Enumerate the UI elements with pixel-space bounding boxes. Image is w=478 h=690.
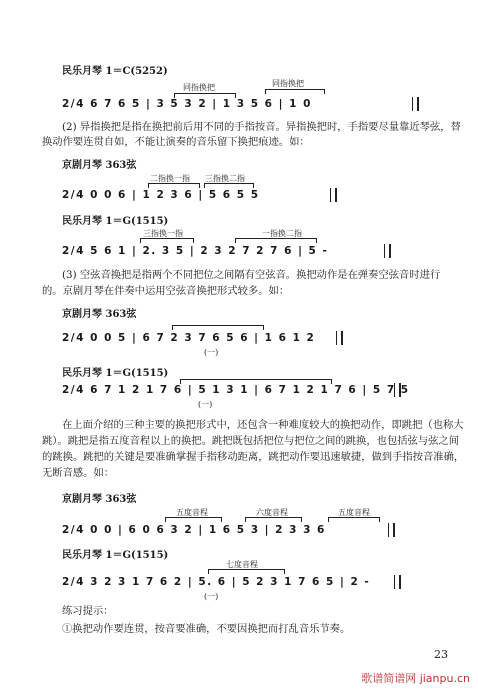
ex3-bracket-1 bbox=[140, 238, 194, 243]
tips-item-1: ①换把动作要连贯，按音要准确，不要因换把而打乱音乐节奏。 bbox=[62, 623, 351, 635]
ex7-score: 2/4 3 2 3 1 7 6 2 | 5. 6 | 5 2 3 1 7 6 5 | 2 - bbox=[62, 576, 371, 588]
ex1-annotation-1: 同指换把 bbox=[183, 83, 215, 92]
ex4-score: 2/4 0 0 5 | 6 7 2 3 7 6 5 6 | 1 6 1 2 bbox=[62, 332, 316, 344]
ex2-annotation-1: 二指换一指 bbox=[150, 174, 190, 183]
page-number: 23 bbox=[434, 648, 448, 661]
ex1-score: 2/4 6 7 6 5 | 3 5 3 2 | 1 3 5 6 | 1 0 bbox=[62, 98, 312, 110]
ex2-annotation-2: 三指换二指 bbox=[205, 174, 245, 183]
ex7-annotation-1: 七度音程 bbox=[226, 560, 258, 569]
ex6-annotation-3: 五度音程 bbox=[338, 508, 370, 517]
para3-line1: 在上面介绍的三种主要的换把形式中，还包含一种难度较大的换把动作，即跳把（也称大 bbox=[62, 419, 464, 431]
ex2-bracket-1 bbox=[148, 183, 200, 188]
ex5-position-mark: (一) bbox=[198, 400, 213, 409]
tips-title: 练习提示： bbox=[62, 605, 114, 617]
ex3-annotation-2: 一指换二指 bbox=[262, 229, 302, 238]
ex5-score: 2/4 6 7 1 2 1 7 6 | 5 1 3 1 | 6 7 1 2 1 7 6 | 5 7 5 bbox=[62, 384, 410, 396]
ex2-score: 2/4 0 0 6 | 1 2 3 6 | 5 6 5 5 bbox=[62, 189, 260, 201]
para3-line2: 跳）。跳把是指五度音程以上的换把。跳把既包括把位与把位之间的跳换，也包括弦与弦之间 bbox=[42, 435, 460, 447]
ex3-score: 2/4 5 6 1 | 2. 3 5 | 2 3 2 7 2 7 6 | 5 - bbox=[62, 245, 329, 257]
ex6-bracket-1 bbox=[165, 517, 222, 522]
ex7-end-barline bbox=[394, 575, 401, 589]
ex4-label: 京剧月琴 363弦 bbox=[62, 309, 137, 320]
ex6-annotation-1: 五度音程 bbox=[176, 508, 208, 517]
ex7-position-mark: (一) bbox=[204, 592, 219, 601]
para1-line2: 换动作要连贯自如，不能让演奏的音乐留下换把痕迹。如： bbox=[42, 136, 310, 148]
ex6-annotation-2: 六度音程 bbox=[256, 508, 288, 517]
ex5-label: 民乐月琴 1＝G(1515) bbox=[62, 368, 169, 379]
ex1-annotation-2: 同指换把 bbox=[272, 79, 304, 88]
ex4-end-barline bbox=[336, 331, 343, 345]
ex1-end-barline bbox=[412, 97, 419, 111]
para2-line2: 的。京剧月琴在伴奏中运用空弦音换把形式较多。如： bbox=[42, 285, 290, 297]
ex1-label: 民乐月琴 1＝C(5252) bbox=[62, 66, 168, 77]
ex3-end-barline bbox=[384, 244, 391, 258]
para1-line1: (2) 异指换把是指在换把前后用不同的手指按音。异指换把时，手指要尽量靠近琴弦，替 bbox=[62, 121, 461, 133]
ex1-bracket-2 bbox=[265, 89, 325, 94]
ex2-label: 京剧月琴 363弦 bbox=[62, 160, 137, 171]
ex6-end-barline bbox=[388, 523, 395, 537]
ex2-end-barline bbox=[330, 188, 337, 202]
ex6-label: 京剧月琴 363弦 bbox=[62, 494, 137, 505]
ex4-bracket bbox=[172, 325, 264, 330]
para2-line1: (3) 空弦音换把是指两个不同把位之间隔有空弦音。换把动作是在弹奏空弦音时进行 bbox=[62, 269, 441, 281]
ex6-score: 2/4 0 0 | 6 0 6 3 2 | 1 6 5 3 | 2 3 3 6 bbox=[62, 524, 326, 536]
ex5-end-barline bbox=[394, 383, 401, 397]
ex7-label: 民乐月琴 1＝G(1515) bbox=[62, 550, 169, 561]
site-watermark: 歌谱简谱网 jianpu.cn bbox=[361, 672, 470, 685]
ex3-bracket-2 bbox=[235, 238, 317, 243]
ex6-bracket-2 bbox=[245, 517, 302, 522]
ex4-position-mark: (一) bbox=[204, 348, 219, 357]
para3-line3: 的跳换。跳把的关键是要准确掌握手指移动距离，跳把动作要迅速敏捷，做到手指按音准确， bbox=[42, 451, 465, 463]
ex7-bracket-1 bbox=[208, 569, 285, 574]
ex3-label: 民乐月琴 1＝G(1515) bbox=[62, 216, 169, 227]
ex2-bracket-2 bbox=[204, 183, 254, 188]
ex3-annotation-1: 三指换一指 bbox=[143, 229, 183, 238]
ex6-bracket-3 bbox=[328, 517, 380, 522]
para3-line4: 无断音感。如： bbox=[42, 467, 115, 479]
